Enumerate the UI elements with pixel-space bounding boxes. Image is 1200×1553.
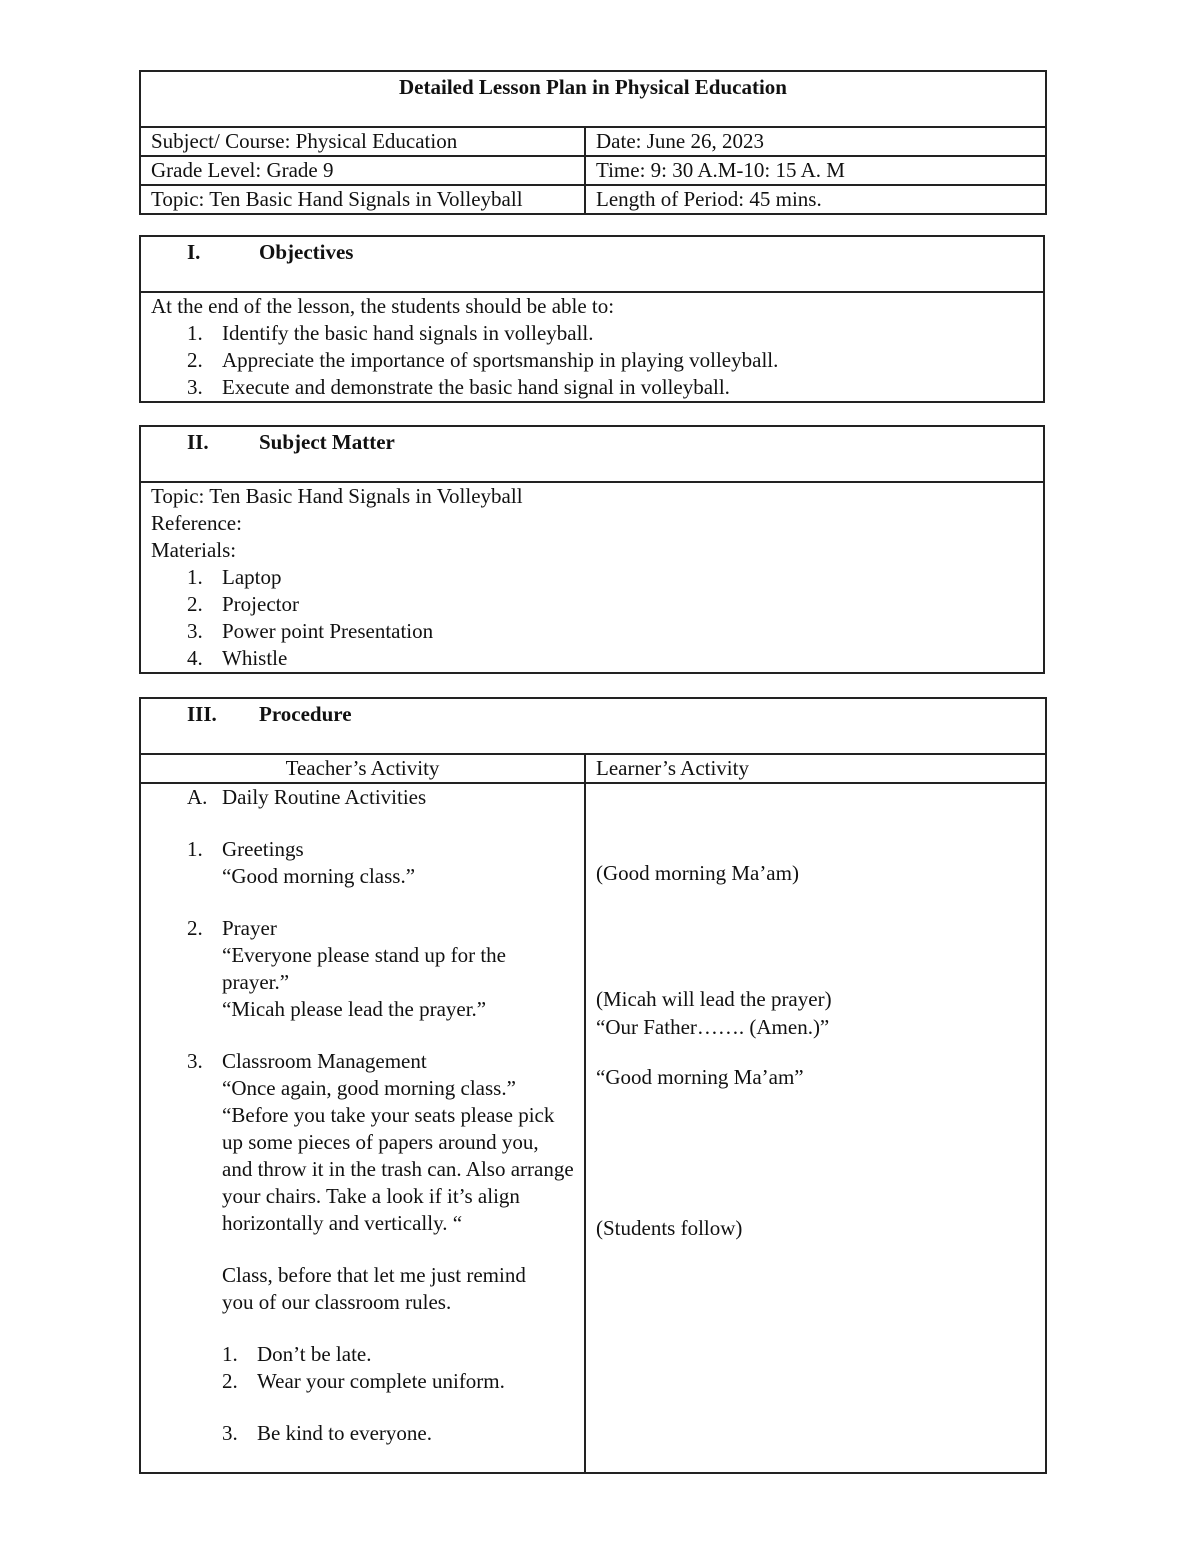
section-number: II. (187, 430, 209, 454)
section-title: Subject Matter (259, 430, 395, 454)
objectives-intro: At the end of the lesson, the students should be able to: (151, 294, 615, 318)
list-item: 4. Whistle (187, 646, 288, 670)
list-item: 1. Laptop (187, 565, 282, 589)
prayer-line-2: “Micah please lead the prayer.” (222, 997, 487, 1021)
learner-activity-cell (585, 783, 1046, 1473)
list-item: 2. Prayer (187, 916, 277, 940)
learner-greet: (Good morning Ma’am) (596, 861, 799, 885)
list-item: 3. Be kind to everyone. (222, 1421, 432, 1445)
classroom-management-block (151, 1048, 574, 1075)
grade-cell: Grade Level: Grade 9 (140, 156, 585, 185)
rules-list (151, 1341, 574, 1447)
prayer-line-1: “Everyone please stand up for the prayer.” (222, 943, 506, 994)
greet-line: “Good morning class.” (222, 864, 416, 888)
objectives-list (151, 320, 1033, 401)
procedure-table (139, 697, 1047, 1474)
objectives-heading (140, 236, 1044, 292)
sm-reference: Reference: (151, 511, 242, 535)
list-item: 1. Don’t be late. (222, 1342, 372, 1366)
topic-cell: Topic: Ten Basic Hand Signals in Volleyball (140, 185, 585, 214)
list-item: 2. Appreciate the importance of sportsmanship in playing volleyball. (187, 348, 779, 372)
subject-cell: Subject/ Course: Physical Education (140, 127, 585, 156)
learner-prayer-1: (Micah will lead the prayer) (596, 987, 832, 1011)
learner-column-header: Learner’s Activity (585, 754, 1046, 783)
procedure-heading (140, 698, 1046, 754)
greetings-block (151, 836, 574, 863)
section-number: III. (187, 702, 217, 726)
list-item: 1. Greetings (187, 837, 304, 861)
subject-matter-table (139, 425, 1045, 674)
routine-heading (151, 784, 574, 811)
cm-line-3: Class, before that let me just remind you of our classroom rules. (222, 1263, 526, 1314)
learner-cm-1: “Good morning Ma’am” (596, 1065, 804, 1089)
list-item: 2. Wear your complete uniform. (222, 1369, 505, 1393)
learner-prayer-2: “Our Father……. (Amen.)” (596, 1015, 830, 1039)
subject-matter-heading (140, 426, 1044, 482)
length-cell: Length of Period: 45 mins. (585, 185, 1046, 214)
document-title: Detailed Lesson Plan in Physical Education (140, 71, 1046, 127)
prayer-block (151, 915, 574, 942)
teacher-column-header: Teacher’s Activity (140, 754, 585, 783)
cm-line-1: “Once again, good morning class.” (222, 1076, 516, 1100)
cm-line-2: “Before you take your seats please pick up some pieces of papers around you, and throw it in the trash can. Also arrange your chairs. Take a look if it’s align horizontally and vertically. “ (222, 1103, 574, 1235)
list-item: 2. Projector (187, 592, 299, 616)
list-item: 3. Classroom Management (187, 1049, 427, 1073)
list-item: 3. Execute and demonstrate the basic hand signal in volleyball. (187, 375, 730, 399)
list-item: 3. Power point Presentation (187, 619, 434, 643)
section-title: Objectives (259, 240, 354, 264)
sm-topic: Topic: Ten Basic Hand Signals in Volleyball (151, 484, 523, 508)
learner-cm-2: (Students follow) (596, 1216, 743, 1240)
materials-list (151, 564, 1033, 672)
objectives-body (140, 292, 1044, 402)
list-item: A. Daily Routine Activities (187, 785, 427, 809)
header-table (139, 70, 1047, 215)
time-cell: Time: 9: 30 A.M-10: 15 A. M (585, 156, 1046, 185)
list-item: 1. Identify the basic hand signals in volleyball. (187, 321, 594, 345)
teacher-activity-cell (140, 783, 585, 1473)
sm-materials-label: Materials: (151, 538, 237, 562)
section-number: I. (187, 240, 201, 264)
objectives-table (139, 235, 1045, 403)
date-cell: Date: June 26, 2023 (585, 127, 1046, 156)
subject-matter-body (140, 482, 1044, 673)
section-title: Procedure (259, 702, 352, 726)
